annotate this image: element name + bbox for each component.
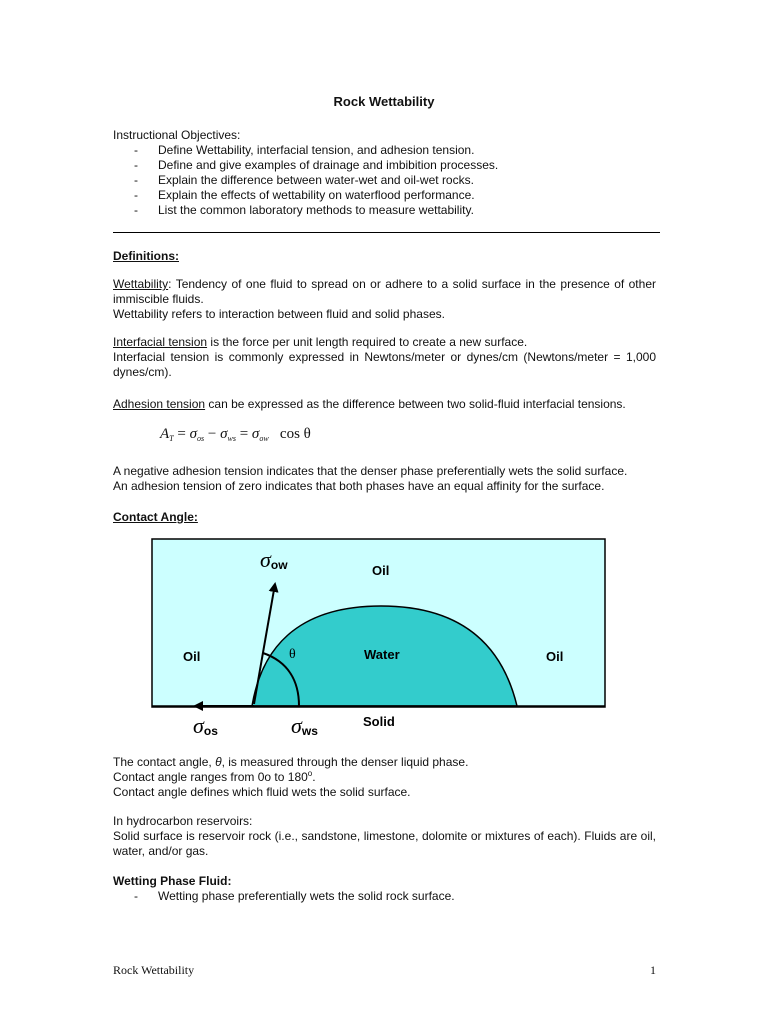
footer-title: Rock Wettability — [113, 963, 195, 977]
negative-adhesion-text: A negative adhesion tension indicates that the denser phase preferentially wets the solid surface. — [113, 464, 628, 478]
sigma-ws-label: σws — [291, 713, 318, 738]
eq-sigma-ow-sub: ow — [259, 434, 269, 443]
line2-a: Contact angle ranges from 0o to 180 — [113, 770, 308, 784]
wetting-phase-item: - Wetting phase preferentially wets the solid rock surface. — [134, 889, 455, 903]
objective-item: - Define Wettability, interfacial tension, and adhesion tension. — [134, 143, 475, 157]
adhesion-term: Adhesion tension — [113, 397, 206, 411]
theta-label: θ — [289, 647, 296, 662]
wetting-phase-text: Wetting phase preferentially wets the solid rock surface. — [158, 889, 455, 903]
line1-theta: θ — [215, 755, 222, 769]
eq-sigma-ws: σ — [220, 426, 228, 442]
zero-adhesion-text: An adhesion tension of zero indicates that both phases have an equal affinity for the surface. — [113, 479, 605, 493]
wetting-phase-list — [113, 889, 656, 904]
adhesion-text: can be expressed as the difference between two solid-fluid interfacial tensions. — [205, 397, 626, 411]
eq-cos-theta: cos θ — [279, 426, 311, 442]
objective-item: - Explain the difference between water-wet and oil-wet rocks. — [134, 173, 474, 187]
ift-term: Interfacial tension — [113, 335, 208, 349]
adhesion-definition — [113, 397, 656, 412]
objective-item: - List the common laboratory methods to measure wettability. — [134, 203, 474, 217]
oil-top-label: Oil — [372, 563, 390, 578]
eq-sigma-os-sub: os — [197, 434, 205, 443]
objective-text: Explain the difference between water-wet and oil-wet rocks. — [158, 173, 474, 187]
line1-b: , is measured through the denser liquid phase. — [221, 755, 469, 769]
adhesion-notes — [113, 464, 656, 494]
section-divider — [113, 232, 660, 233]
water-label: Water — [364, 647, 400, 662]
objective-text: Explain the effects of wettability on waterflood performance. — [158, 188, 475, 202]
contact-angle-diagram — [151, 538, 606, 743]
contact-angle-line2 — [113, 770, 656, 785]
objective-item: - Define and give examples of drainage and imbibition processes. — [134, 158, 499, 172]
objectives-heading: Instructional Objectives: — [113, 128, 241, 142]
ift-definition — [113, 335, 656, 380]
eq-sigma-os: σ — [189, 426, 197, 442]
wetting-phase-heading: Wetting Phase Fluid: — [113, 874, 232, 888]
reservoir-heading: In hydrocarbon reservoirs: — [113, 814, 253, 828]
oil-right-label: Oil — [546, 649, 564, 664]
ift-text: is the force per unit length required to create a new surface. — [207, 335, 528, 349]
contact-angle-line1 — [113, 755, 656, 770]
objective-text: List the common laboratory methods to measure wettability. — [158, 203, 474, 217]
objective-item: - Explain the effects of wettability on waterflood performance. — [134, 188, 475, 202]
line2-sup: o — [307, 769, 313, 778]
sigma-os-label: σos — [193, 713, 218, 738]
wettability-text2: Wettability refers to interaction between fluid and solid phases. — [113, 307, 445, 321]
page-number: 1 — [650, 963, 656, 977]
objective-text: Define Wettability, interfacial tension, and adhesion tension. — [158, 143, 475, 157]
objective-text: Define and give examples of drainage and imbibition processes. — [158, 158, 499, 172]
definitions-heading: Definitions: — [113, 249, 179, 263]
wettability-definition — [113, 277, 656, 322]
eq-lhs: A — [160, 426, 170, 442]
eq-lhs-sub: T — [169, 434, 174, 443]
wettability-text: : Tendency of one fluid to spread on or adhere to a solid surface in the presence of other immiscible fluids. — [113, 277, 656, 306]
oil-left-label: Oil — [183, 649, 201, 664]
reservoir-text: Solid surface is reservoir rock (i.e., sandstone, limestone, dolomite or mixtures of each). Fluids are oil, water, and/or gas. — [113, 829, 656, 858]
contact-angle-heading: Contact Angle: — [113, 510, 198, 524]
adhesion-equation: $A_T = \sigma_{os} - \sigma_{ws} = \sigma_{ow}$ cos θ — [160, 426, 311, 443]
sigma-ow-label: σow — [260, 547, 288, 572]
wettability-term: Wettability — [113, 277, 169, 291]
eq-sigma-ws-sub: ws — [227, 434, 236, 443]
line1-a: The contact angle, — [113, 755, 216, 769]
line2-b: . — [312, 770, 316, 784]
page-title: Rock Wettability — [333, 94, 435, 109]
eq-sigma-ow: σ — [251, 426, 260, 442]
solid-label: Solid — [363, 714, 395, 729]
ift-text2: Interfacial tension is commonly expressed in Newtons/meter or dynes/cm (Newtons/meter = 1,000 dynes/cm). — [113, 350, 656, 379]
objectives-section — [113, 128, 673, 218]
page-footer — [113, 963, 656, 978]
contact-angle-line3: Contact angle defines which fluid wets the solid surface. — [113, 785, 411, 799]
contact-angle-notes — [113, 755, 656, 800]
